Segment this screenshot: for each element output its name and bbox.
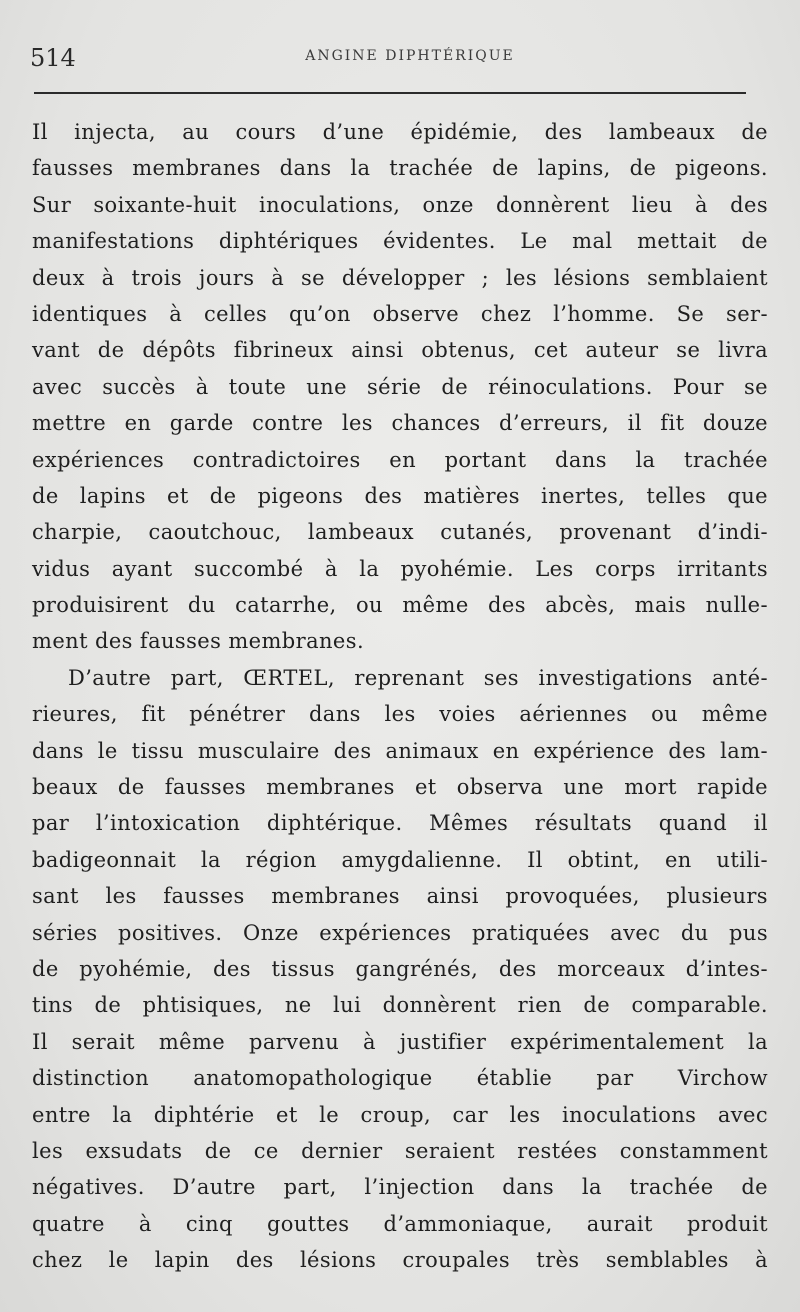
- text-line: quatre à cinq gouttes d’ammoniaque, aurait produit: [32, 1211, 768, 1236]
- text-line: Il serait même parvenu à justifier expérimentalement la: [32, 1029, 768, 1054]
- text-line: chez le lapin des lésions croupales très semblables à: [32, 1248, 768, 1273]
- text-line: vidus ayant succombé à la pyohémie. Les corps irritants: [32, 556, 768, 581]
- text-line: de pyohémie, des tissus gangrénés, des morceaux d’intes-: [32, 956, 768, 981]
- page-number: 514: [30, 44, 76, 72]
- text-line: identiques à celles qu’on observe chez l’homme. Se ser-: [32, 301, 768, 326]
- text-line: badigeonnait la région amygdalienne. Il obtint, en utili-: [32, 847, 768, 872]
- text-line: manifestations diphtériques évidentes. Le mal mettait de: [32, 229, 768, 254]
- text-line: charpie, caoutchouc, lambeaux cutanés, provenant d’indi-: [32, 520, 768, 545]
- text-line: ment des fausses membranes.: [32, 629, 365, 654]
- text-line: Sur soixante-huit inoculations, onze donnèrent lieu à des: [32, 192, 768, 217]
- page-header: [30, 38, 770, 78]
- text-line: entre la diphtérie et le croup, car les inoculations avec: [32, 1102, 768, 1127]
- text-line: rieures, fit pénétrer dans les voies aériennes ou même: [32, 702, 768, 727]
- text-line: séries positives. Onze expériences pratiquées avec du pus: [32, 920, 768, 945]
- text-line: expériences contradictoires en portant dans la trachée: [32, 447, 768, 472]
- text-line: D’autre part, ŒRTEL, reprenant ses investigations anté-: [68, 665, 768, 690]
- text-line: distinction anatomopathologique établie par Virchow: [32, 1066, 768, 1091]
- text-line: avec succès à toute une série de réinoculations. Pour se: [32, 374, 768, 399]
- text-line: Il injecta, au cours d’une épidémie, des lambeaux de: [32, 120, 768, 144]
- running-title: ANGINE DIPHTÉRIQUE: [305, 48, 515, 64]
- body-text: [32, 114, 768, 1279]
- text-line: de lapins et de pigeons des matières inertes, telles que: [32, 483, 768, 508]
- text-line: dans le tissu musculaire des animaux en expérience des lam-: [32, 738, 768, 763]
- text-line: beaux de fausses membranes et observa une mort rapide: [32, 775, 768, 800]
- text-line: mettre en garde contre les chances d’erreurs, il fit douze: [32, 411, 768, 436]
- text-line: vant de dépôts fibrineux ainsi obtenus, cet auteur se livra: [32, 338, 768, 363]
- text-line: par l’intoxication diphtérique. Mêmes résultats quand il: [32, 811, 768, 836]
- text-line: sant les fausses membranes ainsi provoquées, plusieurs: [32, 884, 768, 909]
- text-line: les exsudats de ce dernier seraient restées constamment: [32, 1138, 768, 1163]
- header-rule: [34, 92, 746, 94]
- text-line: fausses membranes dans la trachée de lapins, de pigeons.: [32, 156, 768, 181]
- text-line: produisirent du catarrhe, ou même des abcès, mais nulle-: [32, 593, 768, 618]
- text-line: négatives. D’autre part, l’injection dans la trachée de: [32, 1175, 768, 1200]
- text-line: tins de phtisiques, ne lui donnèrent rien de comparable.: [32, 993, 768, 1018]
- text-line: deux à trois jours à se développer ; les lésions semblaient: [32, 265, 768, 290]
